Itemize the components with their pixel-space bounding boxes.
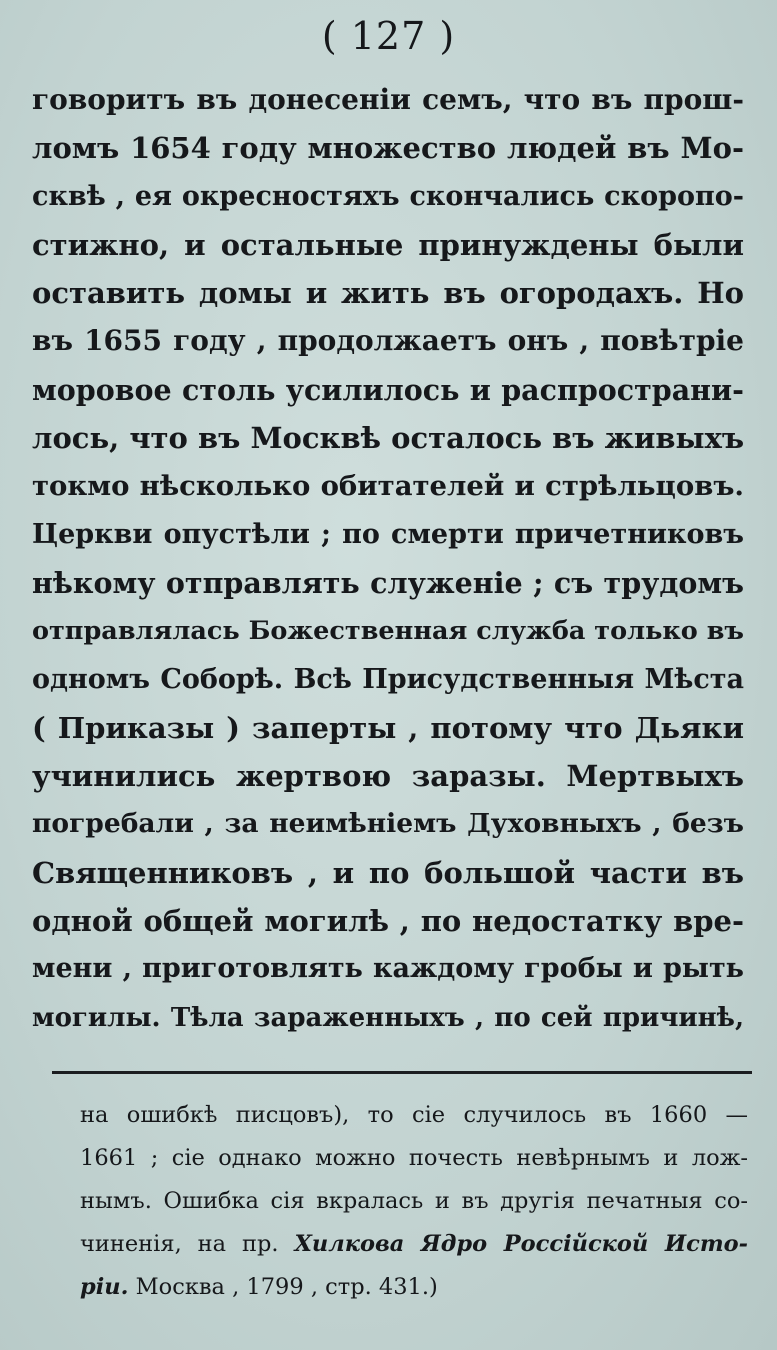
page-number: ( 127 ) xyxy=(321,14,456,58)
text-line: оставить домы и жить въ огородахъ. Но xyxy=(32,276,744,311)
text-line: одномъ Соборѣ. Всѣ Присудственныя Мѣста xyxy=(32,663,744,695)
footnote-citation-title: Хилкова Ядро Россійской Исто- xyxy=(294,1231,748,1257)
text-line: лось, что въ Москвѣ осталось въ живыхъ xyxy=(32,421,745,456)
footnote-line: нымъ. Ошибка сія вкралась и въ другія печатныя со- xyxy=(80,1188,748,1214)
text-line: въ 1655 году , продолжаетъ онъ , повѣтріе xyxy=(32,324,744,358)
footnote-line: на ошибкѣ писцовъ), то сіе случилось въ 1660 — xyxy=(80,1102,748,1128)
text-line: учинились жертвою заразы. Мертвыхъ xyxy=(32,759,744,794)
text-line: говоритъ въ донесеніи семъ, что въ прош- xyxy=(32,83,744,116)
footnote-text: Москва , 1799 , стр. 431.) xyxy=(135,1274,438,1300)
text-line: токмо нѣсколько обитателей и стрѣльцовъ. xyxy=(32,470,744,503)
text-line: моровое столь усилилось и распространи- xyxy=(32,372,744,407)
text-line: погребали , за неимѣніемъ Духовныхъ , безъ xyxy=(32,808,744,840)
footnote xyxy=(80,1094,748,1309)
text-line: одной общей могилѣ , по недостатку вре- xyxy=(32,904,744,939)
text-line: мени , приготовлять каждому гробы и рыть xyxy=(32,953,744,985)
text-line: ломъ 1654 году множество людей въ Мо- xyxy=(32,131,744,166)
text-line: нѣкому отправлять служеніе ; съ трудомъ xyxy=(32,565,744,600)
footnote-line xyxy=(80,1223,748,1266)
text-line: сквѣ , ея окресностяхъ скончались скоропо- xyxy=(32,180,744,212)
text-line: стижно, и остальные принуждены были xyxy=(32,227,744,262)
text-line: ( Приказы ) заперты , потому что Дьяки xyxy=(32,710,744,745)
body-text xyxy=(32,76,744,1042)
footnote-line xyxy=(80,1266,748,1309)
text-line: могилы. Тѣла зараженныхъ , по сей причинѣ, xyxy=(32,1002,744,1033)
footnote-text: чиненія, на пр. xyxy=(80,1231,279,1257)
text-line: Священниковъ , и по большой части въ xyxy=(32,855,744,890)
text-line: отправлялась Божественная служба только въ xyxy=(32,616,744,647)
text-line: Церкви опустѣли ; по смерти причетниковъ xyxy=(32,518,744,550)
footnote-citation-title: ріи. xyxy=(80,1274,129,1300)
footnote-line: 1661 ; сіе однако можно почесть невѣрнымъ и лож- xyxy=(80,1145,748,1171)
footnote-divider xyxy=(52,1071,752,1074)
